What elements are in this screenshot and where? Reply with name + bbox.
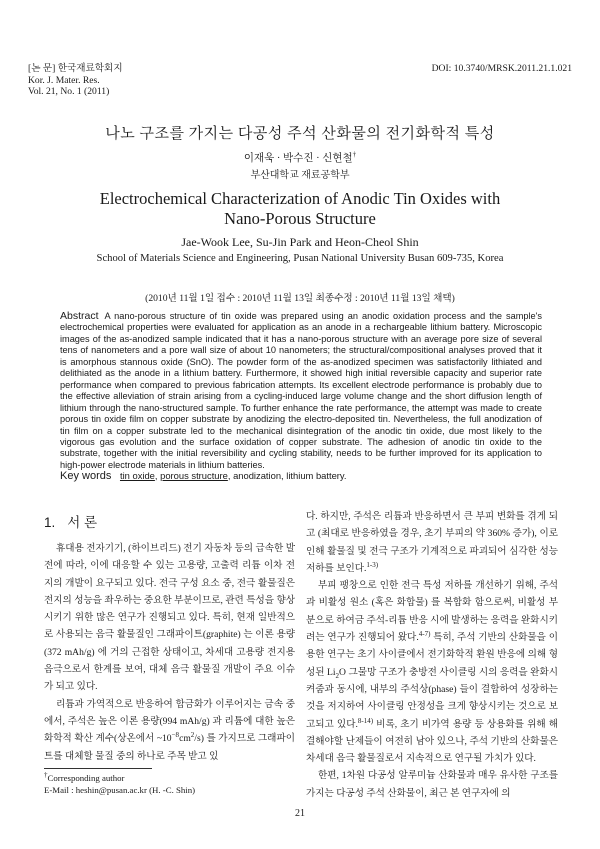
citation: 1-3) [366, 560, 379, 569]
affiliation-korean: 부산대학교 재료공학부 [250, 170, 350, 181]
footnote [44, 773, 195, 796]
affiliation-english: School of Materials Science and Engineering, Pusan National University Busan 609-735, Korea [96, 253, 504, 264]
received-dates: (2010년 11월 1일 접수 : 2010년 11월 13일 최종수정 : 2010년 11월 13일 채택) [145, 293, 455, 304]
paragraph [306, 508, 558, 577]
paragraph-text: 특히, 주석 기반의 산화물을 이용한 연구는 초기 사이클에서 전기화학적 환원 반응에 의해 형성된 Li [306, 632, 558, 678]
footnote-mark: † [44, 771, 48, 780]
journal-header [28, 63, 123, 98]
paragraph: 휴대용 전자기기, (하이브리드) 전기 자동차 등의 급속한 발전에 따라, 이에 대응할 수 있는 고용량, 고출력 리튬 이차 전지의 개발이 요구되고 있다. 전극 구성 요소 중, 전극 활물질은 전지의 성능을 좌우하는 중요한 부분이므로, 관련 특성을 향상시키기 위한 많은 연구가 진행되고 있다. 특히, 현재 일반적으로 사용되는 음극 활물질인 그래파이트(graphite) 는 이론 용량(372 mAh/g) 에 거의 근접한 상태이고, 차세대 고용량 전지용 음극으로서 한계를 보여, 대체 음극 활물질 개발이 주요 이슈가 되고 있다. [44, 543, 295, 693]
paragraph-text: O 그물망 구조가 충방전 사이클링 시의 응력을 완화시켜줌과 동시에, 내부의 주석상(phase) 들이 결합하여 성장하는 것을 저지하여 사이클링 안정성을 크게 향상시키는 것으로 보고되고 있다. [306, 666, 558, 730]
keyword-item: porous structure [160, 470, 228, 481]
page-number: 21 [295, 808, 305, 819]
superscript: −8 [171, 731, 180, 740]
footnote-divider [44, 768, 152, 769]
journal-name-en: Kor. J. Mater. Res. [28, 74, 100, 86]
authors-korean [0, 150, 600, 165]
keyword-item: tin oxide [119, 470, 155, 481]
title-english [0, 189, 600, 229]
keyword-item: anodization [233, 470, 282, 481]
paragraph [44, 696, 295, 765]
journal-name: [논 문] 한국재료학회지 [28, 63, 123, 74]
keywords-label: Key words [60, 470, 112, 482]
journal-volume: Vol. 21, No. 1 (2011) [28, 86, 110, 97]
title-korean: 나노 구조를 가지는 다공성 주석 산화물의 전기화학적 특성 [105, 126, 495, 142]
paragraph-text: cm [179, 733, 191, 745]
keywords: Key words tin oxide, porous structure, anodization, lithium battery. [60, 470, 347, 482]
section-heading [44, 511, 97, 531]
authors-english: Jae-Wook Lee, Su-Jin Park and Heon-Cheol Shin [181, 235, 419, 249]
section-title: 서 론 [67, 515, 98, 530]
corresponding-mark: † [352, 150, 357, 159]
citation: 4-7) [418, 629, 431, 638]
footnote-text: Corresponding author [47, 773, 125, 783]
paragraph-text: 리튬과 가역적으로 반응하여 합금화가 이루어지는 금속 중에서, 주석은 높은 이론 용량(994 mAh/g) 과 리튬에 대한 높은 화학적 확산 계수(상온에서 ~10 [44, 698, 295, 745]
doi: DOI: 10.3740/MRSK.2011.21.1.021 [431, 63, 572, 74]
abstract-label: Abstract [60, 310, 99, 322]
subscript: 2 [335, 671, 340, 680]
title-english-line2: Nano-Porous Structure [224, 209, 376, 228]
paragraph-text: 부피 팽창으로 인한 전극 특성 저하를 개선하기 위해, 주석과 비활성 원소 (혹은 화합물) 를 복합화 함으로써, 비활성 부분으로 하여금 주석-리튬 반응 시에 발생하는 응력을 완화시키려는 연구가 진행되어 왔다. [306, 580, 558, 644]
section-number: 1. [44, 515, 56, 530]
superscript: 2 [190, 731, 195, 740]
body-column-left [44, 540, 295, 765]
paragraph-text: /s) 를 가지므로 그래파이트를 대체할 물질 중의 하나로 주목 받고 있 [44, 733, 295, 762]
body-column-right [306, 508, 558, 802]
paragraph-text: 비록, 초기 비가역 용량 등 상용화를 위해 해결해야할 난제들이 여전히 남아 있으나, 주석 기반의 산화물은 차세대 음극 활물질로서 지속적으로 연구될 가치가 있다. [306, 718, 559, 765]
paragraph [306, 577, 558, 767]
footnote-email: E-Mail : heshin@pusan.ac.kr (H. -C. Shin) [44, 784, 196, 795]
title-english-line1: Electrochemical Characterization of Anodic Tin Oxides with [99, 189, 501, 208]
keyword-item: lithium battery. [286, 470, 347, 481]
authors-korean-names: 이재욱 · 박수진 · 신현철 [243, 153, 353, 164]
paragraph-text: 다. 하지만, 주석은 리튬과 반응하면서 큰 부피 변화를 겪게 되고 (최대로 반응하였을 경우, 초기 부피의 약 360% 증가), 이로 인해 활물질 및 전극 구조가 기계적으로 파괴되어 심각한 성능 저하를 보인다. [306, 511, 558, 574]
citation: 8-14) [357, 716, 374, 725]
footnote-line [44, 773, 195, 785]
abstract-text: A nano-porous structure of tin oxide was prepared using an anodic oxidation process and the sample's electrochemical properties were evaluated for application as an anode in a rechargeable lithium battery. Microscopic images of the as-anodized sample indicated that it has a nano-porous structure with an average pore size of several tens of nanometers and a pore wall size of about 10 nanometers; the structural/compositional analyses proved that it is amorphous stannous oxide (SnO). The powder form of the as-anodized specimen was satisfactorily lithiated and delithiated as the anode in a lithium battery. Furthermore, it showed high initial reversible capacity and superior rate performance when compared to previous fabrication attempts. Its excellent electrode performance is probably due to the effective alleviation of strain arising from a cycling-induced large volume change and the short diffusion length of lithium through the nano-structured sample. To further enhance the rate performance, the attempt was made to create porous tin oxide film on copper substrate by anodizing the electro-deposited tin. Nevertheless, the full anodization of tin film on a copper substrate led to the mechanical disintegration of the anodic tin oxide, due most likely to the vigorous gas evolution and the surface oxidation of copper substrate. The adhesion of anodic tin oxide to the substrate, together with the initial reversibility and cycling stability, needs to be further improved for its application to high-power electrode materials in lithium batteries. [60, 311, 542, 470]
paragraph: 한편, 1차원 다공성 알루미늄 산화물과 매우 유사한 구조를 가지는 다공성 주석 산화물이, 최근 본 연구자에 의 [306, 770, 558, 799]
abstract [60, 311, 542, 471]
